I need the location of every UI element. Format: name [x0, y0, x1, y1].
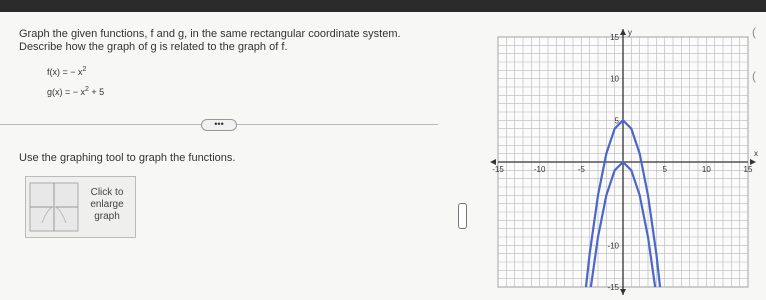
y-tick-label: -15: [607, 283, 619, 292]
right-edge-controls: [752, 25, 766, 111]
graph-thumbnail-icon: [30, 183, 78, 231]
more-button[interactable]: •••: [201, 119, 237, 131]
function-g-label: g(x) = − x: [47, 87, 86, 97]
function-g-tail: + 5: [88, 87, 105, 97]
y-axis-label: y: [628, 28, 632, 37]
right-edge-arrow-2[interactable]: (: [752, 69, 756, 83]
enlarge-graph-button[interactable]: [25, 176, 136, 238]
x-tick-label: -5: [577, 165, 585, 174]
y-tick-label: 5: [614, 116, 619, 126]
function-f: [47, 66, 86, 77]
y-tick-label: 15: [610, 33, 619, 42]
x-tick-label: 10: [701, 165, 711, 174]
enlarge-caption: [82, 187, 132, 223]
x-axis-label: x: [754, 149, 758, 158]
right-edge-arrow-1[interactable]: (: [752, 25, 756, 39]
enlarge-caption-line-3: graph: [94, 211, 120, 222]
problem-line-1: Graph the given functions, f and g, in the same rectangular coordinate system.: [19, 28, 401, 40]
function-g-exponent: 2: [85, 86, 89, 93]
y-tick-label: -10: [607, 241, 619, 251]
y-axis-arrow: [620, 29, 626, 35]
enlarge-caption-line-1: Click to: [90, 187, 124, 198]
problem-line-2: Describe how the graph of g is related to the graph of f.: [19, 41, 288, 53]
x-tick-label: 5: [662, 165, 667, 174]
x-tick-label: 15: [743, 165, 753, 174]
enlarge-caption-line-2: enlarge: [90, 199, 124, 210]
y-tick-label: 10: [610, 74, 619, 84]
x-tick-label: -10: [533, 165, 546, 174]
problem-statement: [19, 28, 401, 54]
function-graph: [480, 25, 758, 300]
top-bar: [0, 0, 766, 12]
instruction-text: Use the graphing tool to graph the functions.: [19, 152, 236, 164]
scroll-handle[interactable]: [458, 203, 467, 229]
x-tick-label: -15: [492, 165, 504, 174]
function-g: [47, 86, 104, 97]
function-f-exponent: 2: [82, 66, 87, 73]
y-axis-arrow: [620, 289, 626, 295]
function-f-label: f(x) = − x: [47, 67, 83, 77]
